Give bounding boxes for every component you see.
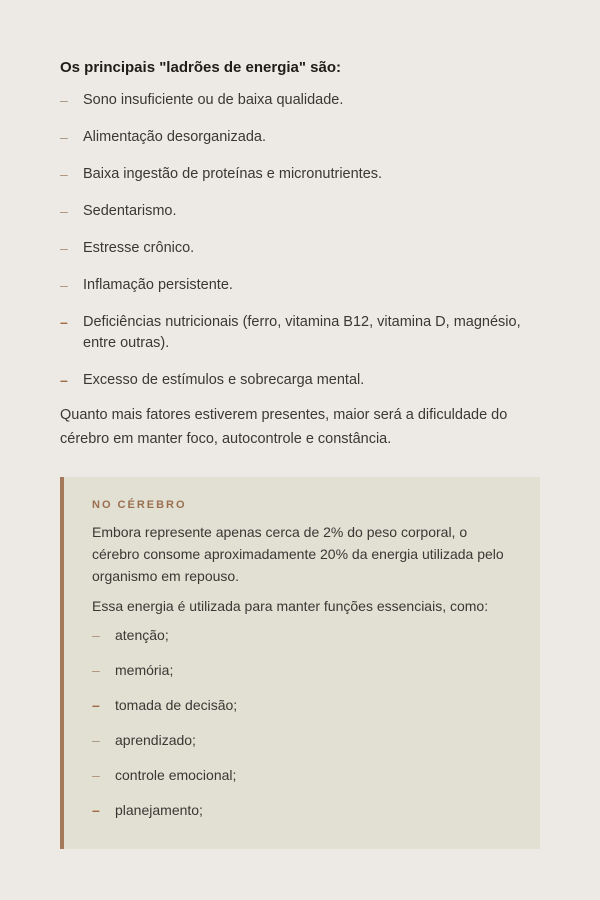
list-item [92, 800, 512, 821]
dash-icon: – [60, 372, 68, 388]
list-item-text: Inflamação persistente. [83, 277, 233, 293]
list-item [60, 90, 540, 111]
dash-icon: – [60, 277, 68, 293]
section-heading: Os principais "ladrões de energia" são: [60, 59, 341, 76]
dash-icon: – [92, 627, 100, 643]
list-item-text: planejamento; [115, 802, 203, 818]
dash-icon: – [92, 697, 100, 713]
list-item-text: Estresse crônico. [83, 240, 195, 256]
brain-functions-list [92, 625, 512, 821]
dash-icon: – [60, 92, 68, 108]
callout-title: NO CÉREBRO [92, 499, 187, 511]
list-item-text: memória; [115, 662, 174, 678]
energy-thieves-list [60, 90, 540, 391]
dash-icon: – [60, 240, 68, 256]
list-item-text: tomada de decisão; [115, 697, 238, 713]
list-item [60, 370, 540, 391]
list-item [60, 164, 540, 185]
list-item-text: Baixa ingestão de proteínas e micronutrientes. [83, 166, 383, 182]
list-item [92, 695, 512, 716]
callout-paragraph: Embora represente apenas cerca de 2% do peso corporal, o cérebro consome aproximadamente 20% da energia utilizada pelo organismo em repouso. [92, 524, 504, 584]
list-item-text: Sedentarismo. [83, 203, 177, 219]
brain-callout [60, 477, 540, 849]
list-item [60, 275, 540, 296]
conclusion-paragraph: Quanto mais fatores estiverem presentes, maior será a dificuldade do cérebro em manter foco, autocontrole e constância. [60, 407, 508, 447]
list-item-text: Excesso de estímulos e sobrecarga mental. [83, 372, 365, 388]
list-item [92, 660, 512, 681]
list-item-text: Deficiências nutricionais (ferro, vitamina B12, vitamina D, magnésio, entre outras). [83, 314, 521, 351]
list-item-text: Sono insuficiente ou de baixa qualidade. [83, 92, 344, 108]
dash-icon: – [60, 166, 68, 182]
list-item [92, 625, 512, 646]
list-item [92, 765, 512, 786]
dash-icon: – [92, 732, 100, 748]
list-item [60, 312, 540, 354]
list-item [92, 730, 512, 751]
dash-icon: – [92, 802, 100, 818]
dash-icon: – [92, 767, 100, 783]
list-item-text: controle emocional; [115, 767, 237, 783]
list-item-text: atenção; [115, 627, 169, 643]
dash-icon: – [60, 129, 68, 145]
dash-icon: – [60, 314, 68, 330]
dash-icon: – [60, 203, 68, 219]
list-item-text: aprendizado; [115, 732, 196, 748]
list-item [60, 201, 540, 222]
callout-paragraph: Essa energia é utilizada para manter funções essenciais, como: [92, 598, 489, 614]
dash-icon: – [92, 662, 100, 678]
list-item [60, 238, 540, 259]
list-item-text: Alimentação desorganizada. [83, 129, 266, 145]
list-item [60, 127, 540, 148]
